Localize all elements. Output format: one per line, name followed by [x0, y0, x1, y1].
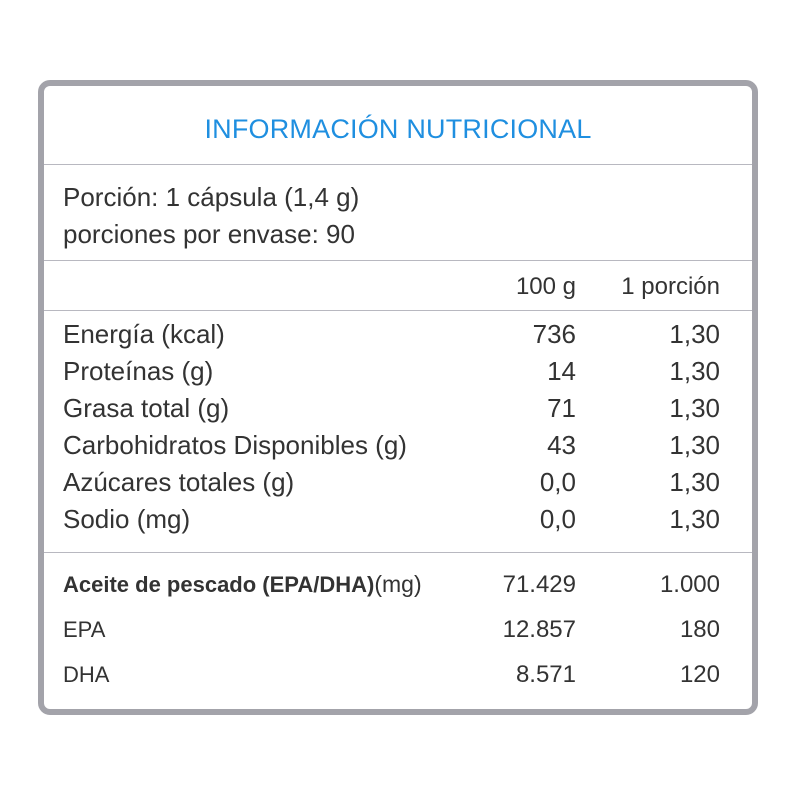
nutrient-value-serving: 1,30	[669, 393, 720, 423]
component-label: DHA	[63, 662, 110, 687]
nutrient-label: Sodio (mg)	[63, 504, 191, 534]
nutrient-value-100g: 0,0	[539, 467, 576, 497]
component-label: EPA	[63, 617, 106, 642]
component-value-100g: 12.857	[502, 616, 576, 643]
serving-info	[44, 165, 752, 261]
component-row	[44, 611, 752, 648]
nutrition-facts-panel	[38, 80, 758, 715]
nutrient-row	[44, 501, 752, 538]
nutrient-value-100g: 14	[547, 356, 576, 386]
fish-oil-value-100g: 71.429	[502, 571, 576, 598]
nutrient-value-100g: 43	[547, 430, 576, 460]
fish-oil-row	[44, 566, 752, 603]
component-value-100g: 8.571	[515, 661, 576, 688]
nutrient-row	[44, 390, 752, 427]
fish-oil-unit: (mg)	[374, 571, 422, 597]
column-header-serving: 1 porción	[621, 273, 720, 300]
component-value-serving: 120	[679, 661, 720, 688]
nutrient-row	[44, 353, 752, 390]
panel-title: INFORMACIÓN NUTRICIONAL	[44, 86, 752, 165]
nutrient-row	[44, 316, 752, 353]
nutrient-row	[44, 427, 752, 464]
nutrient-label: Azúcares totales (g)	[63, 467, 295, 497]
nutrient-value-100g: 71	[547, 393, 576, 423]
nutrient-value-serving: 1,30	[669, 356, 720, 386]
nutrient-value-serving: 1,30	[669, 504, 720, 534]
serving-size: Porción: 1 cápsula (1,4 g)	[63, 182, 360, 212]
nutrient-value-100g: 0,0	[539, 504, 576, 534]
nutrient-value-100g: 736	[532, 319, 576, 349]
component-row	[44, 656, 752, 693]
column-headers	[44, 261, 752, 311]
nutrient-label: Proteínas (g)	[63, 356, 214, 386]
fish-oil-name: Aceite de pescado (EPA/DHA)	[63, 572, 375, 597]
section-divider	[44, 552, 752, 553]
column-header-100g: 100 g	[515, 273, 576, 300]
nutrient-value-serving: 1,30	[669, 467, 720, 497]
nutrient-value-serving: 1,30	[669, 319, 720, 349]
servings-per-container: porciones por envase: 90	[63, 219, 355, 249]
component-value-serving: 180	[679, 616, 720, 643]
nutrient-label: Carbohidratos Disponibles (g)	[63, 430, 407, 460]
nutrient-row	[44, 464, 752, 501]
fish-oil-label	[63, 566, 422, 603]
nutrient-value-serving: 1,30	[669, 430, 720, 460]
fish-oil-value-serving: 1.000	[659, 571, 720, 598]
nutrient-label: Grasa total (g)	[63, 393, 230, 423]
nutrient-label: Energía (kcal)	[63, 319, 225, 349]
